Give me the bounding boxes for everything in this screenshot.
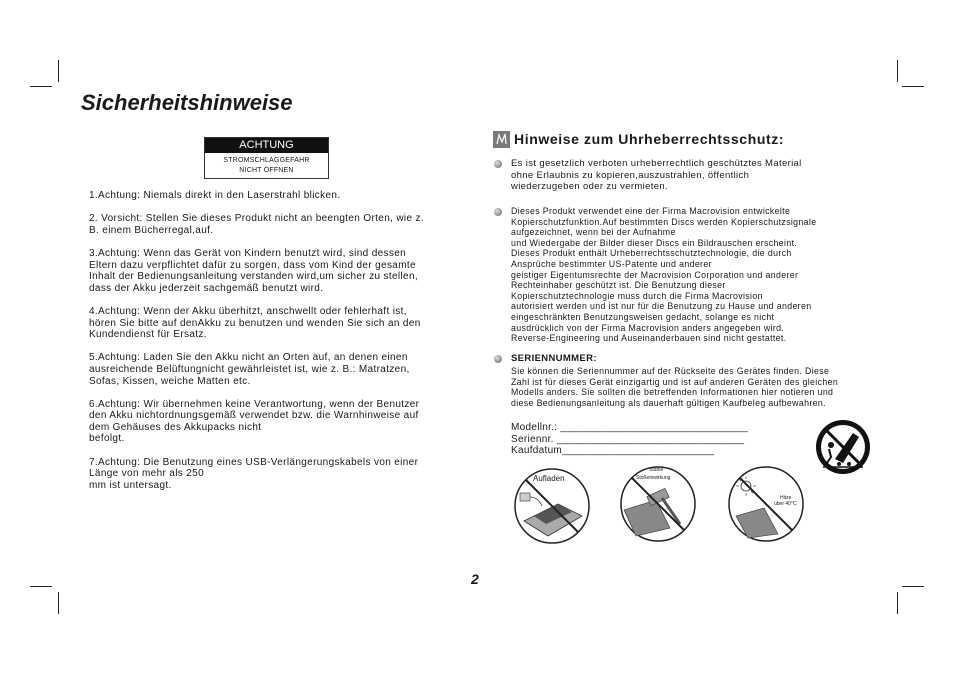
- impact-label-2: Stoßeinwirkung: [636, 475, 671, 481]
- serial-text: Sie können die Seriennummer auf der Rückseite des Gerätes finden. Diese Zahl ist für dieses Gerät einzigartig und ist auf anderen Geräten des gleichen Modells anders. Sie sollten die betreffenden Informationen hier notieren und diese Bedienungsanleitung als dauerhaft gültigen Kaufbeleg aufbewahren.: [511, 366, 839, 408]
- page-title: Sicherheitshinweise: [81, 90, 293, 115]
- copyright-para-2: Dieses Produkt verwendet eine der Firma Macrovision entwickelte Kopierschutzfunktion.Auf bestimmten Discs werden Kopierschutzsignale aufgezeichnet, wenn bei der Aufnahme und Wiedergabe der Bilder dieser Discs ein Bildrauschen erscheint. Dieses Produkt enthält Urheberrechtsschutztechnologie, die durch Ansprüche bestimmter US-Patente und anderer geistiger Eigentumsrechte der Macrovision Corporation und anderer Rechteinhaber geschützt ist. Die Benutzung dieser Kopierschutztechnologie muss durch die Firma Macrovision autorisiert werden und ist nur für die Benutzung zu Hause und anderen eingeschränkten Benutzungsweisen gedacht, solange es nicht ausdrücklich von der Firma Macrovision anders angegeben wird. Reverse-Engineering und Auseinanderbauen sind nicht gestattet.: [511, 206, 817, 344]
- copyright-heading-text: Hinweise zum Uhrheberrechtsschutz:: [514, 131, 785, 147]
- serial-heading: SERIENNUMMER:: [511, 353, 597, 364]
- safety-item: 4.Achtung: Wenn der Akku überhitzt, anschwellt oder fehlerhaft ist, hören Sie bitte auf denAkku zu benutzen und wenden Sie sich an den Kundendienst für Ersatz.: [89, 305, 421, 341]
- safety-item: 2. Vorsicht: Stellen Sie dieses Produkt nicht an beengten Orten, wie z. B. einem Bücherregal,auf.: [89, 213, 425, 236]
- crop-mark: [897, 592, 898, 614]
- crop-mark: [58, 592, 59, 614]
- crop-mark: [897, 60, 898, 82]
- no-heat-icon: [726, 464, 806, 544]
- warning-text: [205, 153, 328, 178]
- safety-item: 5.Achtung: Laden Sie den Akku nicht an Orten auf, an denen einen ausreichende Belüftungnicht gewährleistet ist, wie z. B.: Matratzen, Sofas, Kissen, weiche Matten etc.: [89, 352, 410, 387]
- crop-mark: [58, 60, 59, 82]
- no-impact-icon: [618, 464, 698, 544]
- bullet-icon: [494, 160, 502, 168]
- safety-list: [89, 190, 441, 503]
- crop-mark: [30, 86, 52, 87]
- record-fields: [511, 422, 748, 457]
- no-cart-tipping-icon: [815, 419, 871, 475]
- info-icon: [493, 131, 510, 148]
- copyright-heading: [493, 130, 784, 148]
- crop-mark: [902, 586, 924, 587]
- model-field: Modellnr.: ________________________________: [511, 422, 749, 433]
- safety-item: 1.Achtung: Niemals direkt in den Laserstrahl blicken.: [89, 190, 341, 201]
- safety-item: 3.Achtung: Wenn das Gerät von Kindern benutzt wird, sind dessen Eltern dazu verpflichtet dafür zu sorgen, dass vom Kind der gesamte Inhalt der Bedienungsanleitung verstanden wird,um sicher zu stellen, dass der Akku jederzeit sachgemäß benutzt wird.: [89, 247, 418, 294]
- heat-label-2: über 40°C: [774, 501, 797, 507]
- impact-label-1: Starke: [649, 467, 664, 473]
- warning-line: NICHT ÖFFNEN: [239, 167, 294, 174]
- no-charging-icon: [512, 466, 592, 546]
- warning-heading: ACHTUNG: [205, 138, 328, 153]
- bullet-icon: [494, 355, 502, 363]
- warning-line: STROMSCHLAGGEFAHR: [223, 157, 310, 164]
- crop-mark: [902, 86, 924, 87]
- serial-field: Seriennr. ________________________________: [511, 433, 745, 445]
- safety-item: 7.Achtung: Die Benutzung eines USB-Verlängerungskabels von einer Länge von mehr als 250 mm ist untersagt.: [89, 456, 419, 491]
- copyright-para-1: Es ist gesetzlich verboten urheberrechtlich geschütztes Material ohne Erlaubnis zu kopieren,auszustrahlen, öffentlich wiederzugeben oder zu vermieten.: [511, 158, 802, 193]
- date-field: Kaufdatum__________________________: [511, 445, 715, 456]
- heat-label-1: Hitze: [780, 495, 792, 501]
- page-number: 2: [471, 571, 479, 587]
- warning-label: [204, 137, 329, 179]
- charging-label: Aufladen: [533, 474, 565, 483]
- bullet-icon: [494, 208, 502, 216]
- crop-mark: [30, 586, 52, 587]
- safety-item: 6.Achtung: Wir übernehmen keine Verantwortung, wenn der Benutzer den Akku nichtordnungsgemäß verwendet bzw. die Warnhinweise auf dem Gehäuses des Akkupacks nicht befolgt.: [89, 398, 420, 445]
